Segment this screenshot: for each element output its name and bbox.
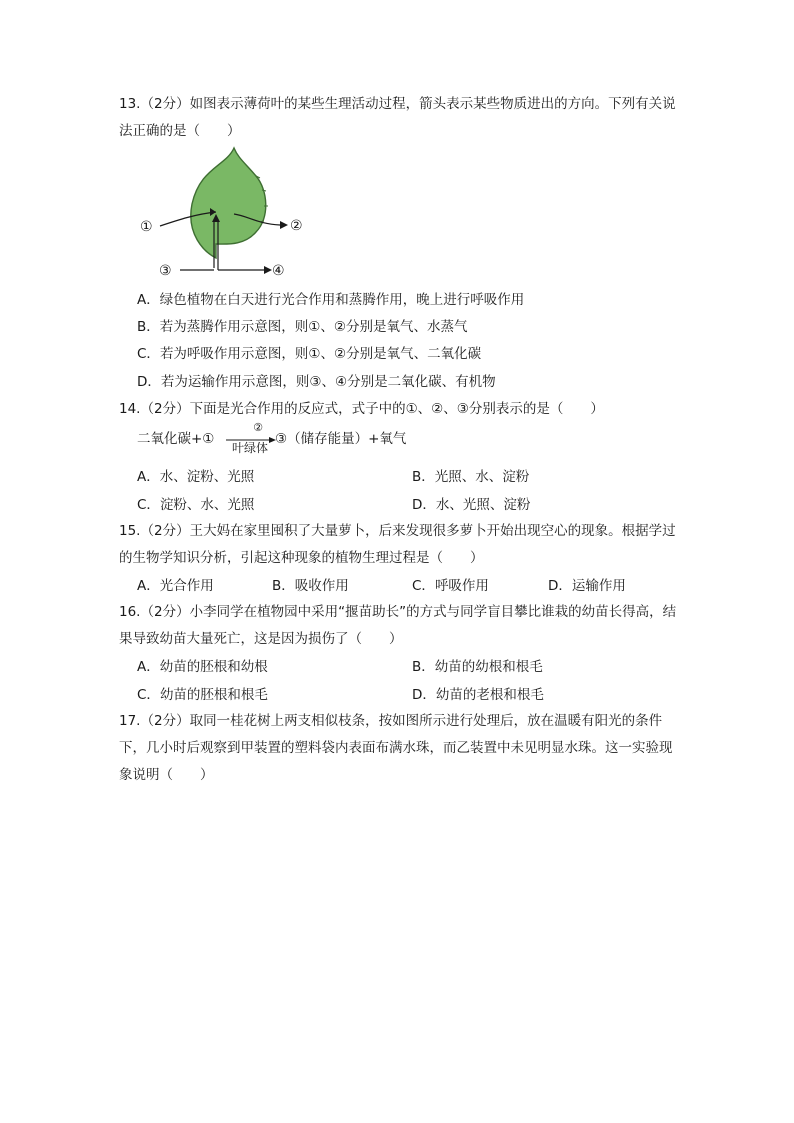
q14-option-c[interactable]: C．淀粉、水、光照 bbox=[137, 497, 255, 513]
label-4: ④ bbox=[272, 263, 285, 279]
q15-option-d[interactable]: D．运输作用 bbox=[548, 578, 626, 594]
question-13-stem: 13.（2分）如图表示薄荷叶的某些生理活动过程，箭头表示某些物质进出的方向。下列有关说法正确的是（ ） bbox=[119, 96, 676, 139]
q13-option-b[interactable]: B．若为蒸腾作用示意图，则①、②分别是氧气、水蒸气 bbox=[137, 319, 468, 335]
leaf-diagram bbox=[130, 146, 330, 282]
q16-option-d[interactable]: D．幼苗的老根和根毛 bbox=[412, 687, 544, 703]
q13-option-d[interactable]: D．若为运输作用示意图，则③、④分别是二氧化碳、有机物 bbox=[137, 374, 496, 390]
q13-option-a[interactable]: A．绿色植物在白天进行光合作用和蒸腾作用，晚上进行呼吸作用 bbox=[137, 292, 525, 308]
label-2: ② bbox=[290, 218, 303, 234]
label-3: ③ bbox=[159, 263, 172, 279]
q15-option-c[interactable]: C．呼吸作用 bbox=[412, 578, 489, 594]
equation-below: 叶绿体 bbox=[231, 441, 268, 455]
q13-option-c[interactable]: C．若为呼吸作用示意图，则①、②分别是氧气、二氧化碳 bbox=[137, 346, 482, 362]
q14-option-a[interactable]: A．水、淀粉、光照 bbox=[137, 469, 255, 485]
q14-option-b[interactable]: B．光照、水、淀粉 bbox=[412, 469, 530, 485]
question-17-stem: 17.（2分）取同一桂花树上两支相似枝条，按如图所示进行处理后，放在温暖有阳光的条件下，几小时后观察到甲装置的塑料袋内表面布满水珠，而乙装置中未见明显水珠。这一实验现象说明（ ） bbox=[119, 713, 673, 783]
equation-above: ② bbox=[253, 421, 263, 434]
question-16-stem: 16.（2分）小李同学在植物园中采用“揠苗助长”的方式与同学盲目攀比谁栽的幼苗长得高，结果导致幼苗大量死亡，这是因为损伤了（ ） bbox=[119, 604, 677, 647]
question-14-stem: 14.（2分）下面是光合作用的反应式，式子中的①、②、③分别表示的是（ ） bbox=[119, 401, 604, 417]
leaf-shape bbox=[191, 148, 266, 258]
q16-option-b[interactable]: B．幼苗的幼根和根毛 bbox=[412, 659, 543, 675]
q16-option-c[interactable]: C．幼苗的胚根和根毛 bbox=[137, 687, 268, 703]
q14-option-d[interactable]: D．水、光照、淀粉 bbox=[412, 497, 531, 513]
exam-page: 13.（2分）如图表示薄荷叶的某些生理活动过程，箭头表示某些物质进出的方向。下列有关说法正确的是（ ） ① ② ③ ④ A．绿色植物在白天进行光合作用和蒸腾作用，晚上进行呼吸作用 B．若为蒸腾作用示意图，则①、②分别是氧气、水蒸气 C．若为呼吸作用示意图，则①、②分别是氧气、二氧化碳 D．若为运输作用示意图，则③、④分别是二氧化碳、有机物 14.（2分）下面是光合作用的反应式，式子中的①、②、③分别表示的是（ ） 二氧化碳+① ② 叶绿体 ③（储存能量）+氧气 A．水、淀粉、光照 B．光照、水、淀粉 C．淀粉、水、光照 D．水、光照、淀粉 15.（2分）王大妈在家里囤积了大量萝卜，后来发现很多萝卜开始出现空心的现象。根据学过的生物学知识分析，引起这种现象的植物生理过程是（ ） A．光合作用 B．吸收作用 C．呼吸作用 D．运输作用 16.（2分）小李同学在植物园中采用“揠苗助长”的方式与同学盲目攀比谁栽的幼苗长得高，结果导致幼苗大量死亡，这是因为损伤了（ ） A．幼苗的胚根和幼根 B．幼苗的幼根和根毛 C．幼苗的胚根和根毛 D．幼苗的老根和根毛 17.（2分）取同一桂花树上两支相似枝条，按如图所示进行处理后，放在温暖有阳光的条件下，几小时后观察到甲装置的塑料袋内表面布满水珠，而乙装置中未见明显水珠。这一实验现象说明（ ） bbox=[0, 0, 794, 1123]
q15-option-a[interactable]: A．光合作用 bbox=[137, 578, 214, 594]
label-1: ① bbox=[140, 219, 153, 235]
question-15-stem: 15.（2分）王大妈在家里囤积了大量萝卜，后来发现很多萝卜开始出现空心的现象。根据学过的生物学知识分析，引起这种现象的植物生理过程是（ ） bbox=[119, 523, 676, 566]
q16-option-a[interactable]: A．幼苗的胚根和幼根 bbox=[137, 659, 268, 675]
q15-option-b[interactable]: B．吸收作用 bbox=[272, 578, 349, 594]
